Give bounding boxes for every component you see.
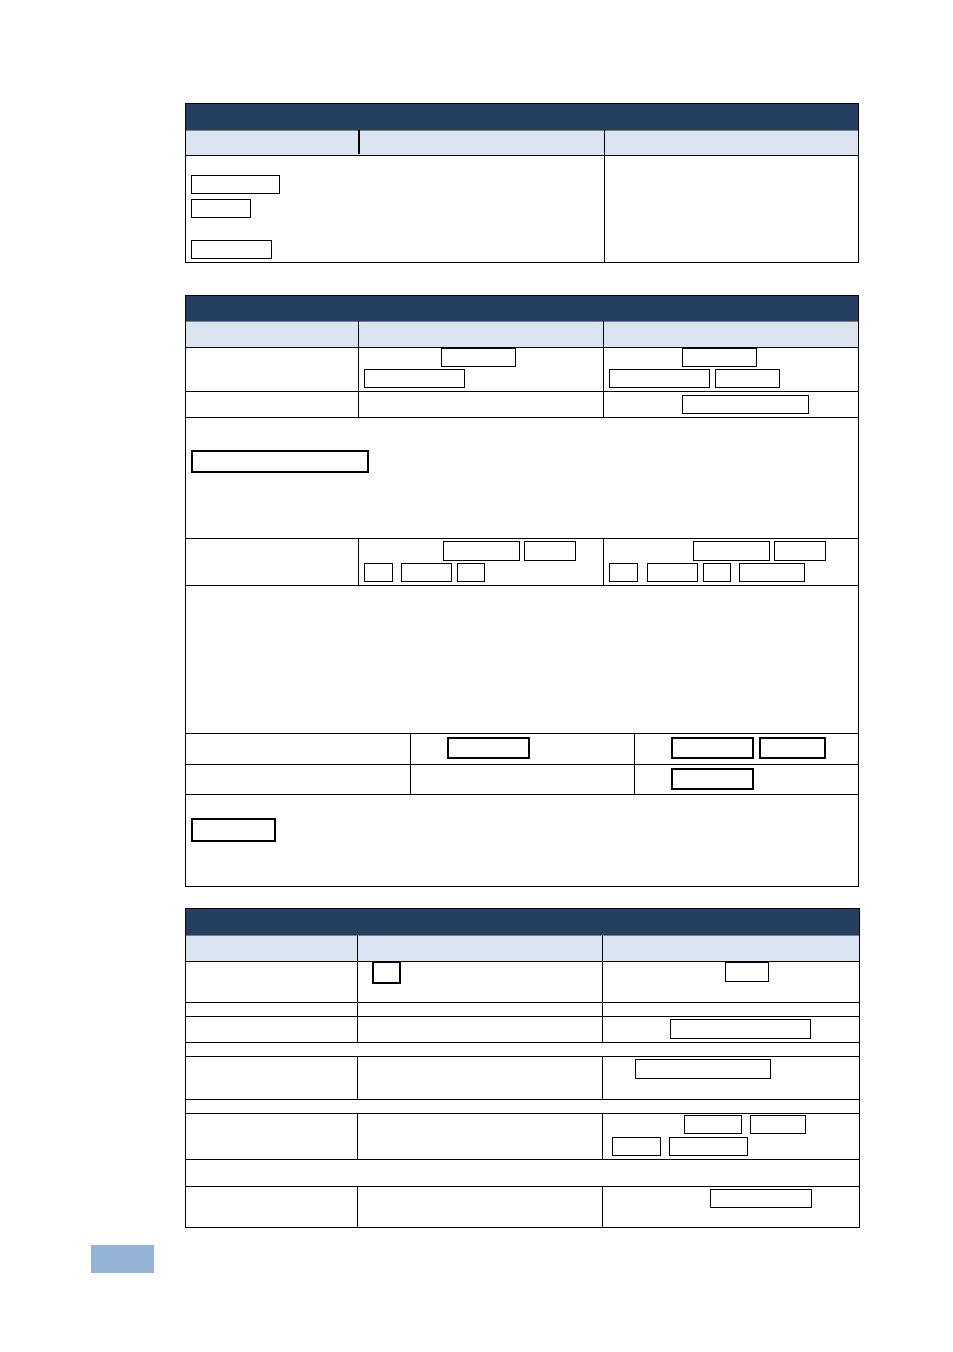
table-3-header-row: [186, 935, 859, 962]
table-2-divider-b2: [603, 538, 604, 586]
table-2-field-12: [457, 563, 485, 582]
table-2-row-line-3: [186, 538, 858, 539]
table-2-field-21: [759, 737, 826, 759]
table-2-row-line-6: [186, 764, 858, 765]
table-2-field-15: [609, 563, 638, 582]
table-3-field-4: [635, 1059, 771, 1079]
table-3-row-line-3: [186, 1042, 859, 1043]
table-3-title-bar: [186, 909, 859, 935]
table-2-field-11: [401, 563, 452, 582]
table-3-field-7: [612, 1137, 661, 1156]
table-3-row-line-7: [186, 1159, 859, 1160]
table-3-row-line-1: [186, 1002, 859, 1003]
table-2-title-bar: [186, 296, 858, 321]
table-3-divider-b2: [602, 1056, 603, 1099]
table-3-divider-b1: [357, 1056, 358, 1099]
table-2-field-14: [774, 541, 826, 561]
table-2-row-line-2: [186, 417, 858, 418]
table-2-divider-a1: [358, 321, 359, 418]
table-2-header-row: [186, 321, 858, 348]
table-2-field-22: [671, 768, 754, 790]
table-1-field-1: [191, 175, 280, 194]
table-1-column-divider: [604, 130, 605, 262]
table-3-divider-a2: [602, 935, 603, 1042]
table-1-field-2: [191, 199, 251, 218]
table-1-field-3: [191, 240, 272, 259]
table-2-row-line-1: [186, 391, 858, 392]
table-2-divider-b1: [358, 538, 359, 586]
table-3-field-3: [670, 1019, 811, 1039]
table-3-divider-c1: [357, 1113, 358, 1159]
table-3-divider-a1: [357, 935, 358, 1042]
table-2-field-17: [703, 563, 731, 582]
table-3-field-1: [372, 961, 401, 984]
table-1-title-bar: [186, 104, 858, 130]
table-2-row-line-7: [186, 794, 858, 795]
table-2-divider-a2: [603, 321, 604, 418]
table-2-field-1: [441, 348, 516, 367]
table-3-field-2: [725, 962, 769, 982]
table-3-divider-c2: [602, 1113, 603, 1159]
table-3-row-line-4: [186, 1056, 859, 1057]
table-2-field-23: [191, 818, 276, 842]
table-2-field-4: [609, 369, 710, 388]
table-1-header-row: [186, 130, 858, 156]
table-2-field-2: [364, 369, 465, 388]
table-2-field-5: [715, 369, 780, 388]
table-3-row-line-5: [186, 1099, 859, 1100]
table-1-header-divider-1: [358, 130, 360, 154]
table-2-field-20: [671, 737, 754, 759]
table-2-field-6: [682, 395, 809, 414]
table-2-field-9: [524, 541, 576, 561]
page-number-tab: [91, 1245, 154, 1273]
table-3-field-6: [750, 1115, 806, 1134]
table-2-field-7: [191, 450, 369, 473]
table-3-row-line-8: [186, 1186, 859, 1187]
table-3-row-line-2: [186, 1016, 859, 1017]
table-2-field-13: [693, 541, 770, 561]
table-3-divider-d2: [602, 1186, 603, 1228]
table-3-field-5: [684, 1115, 742, 1134]
table-1: [185, 103, 859, 263]
table-2-row-line-5: [186, 733, 858, 734]
table-2-field-18: [739, 563, 805, 582]
table-3-row-line-6: [186, 1113, 859, 1114]
table-2-field-8: [443, 541, 520, 561]
table-2-field-19: [447, 737, 530, 759]
table-3-field-9: [710, 1189, 812, 1208]
table-3-field-8: [669, 1137, 748, 1156]
table-2-field-10: [364, 563, 393, 582]
table-3-divider-d1: [357, 1186, 358, 1228]
table-2-row-line-4: [186, 585, 858, 586]
table-2-field-16: [647, 563, 698, 582]
table-2-field-3: [682, 348, 757, 367]
